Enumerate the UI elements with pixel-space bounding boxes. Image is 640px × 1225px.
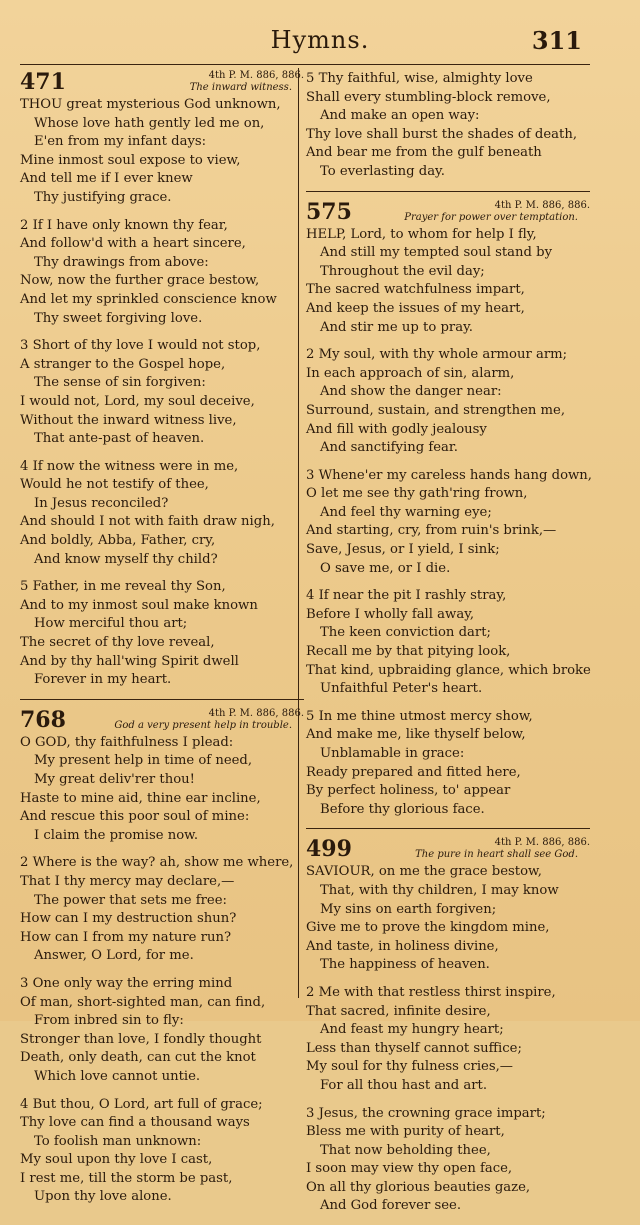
verse-line: And stir me up to pray. [320,319,473,335]
verse-line: And bear me from the gulf beneath [306,145,542,161]
page-header [0,22,640,62]
verse-line: And tell me if I ever knew [20,171,193,187]
hymn-471 [20,70,304,690]
verse-1 [20,734,304,846]
verse-line: For all thou hast and art. [320,1077,488,1093]
verse-line: O let me see thy gath'ring frown, [306,486,528,502]
verse-line: How can I my destruction shun? [20,911,237,927]
verse-line: My soul for thy fulness cries,— [306,1059,513,1075]
verse-1 [306,226,590,338]
verse-line: That ante-past of heaven. [34,431,205,447]
hymn-meter: 4th P. M. 886, 886. [494,837,590,849]
verse-line: And God forever see. [320,1198,462,1214]
verse-line: And feel thy warning eye; [320,504,492,520]
verse-line: Less than thyself cannot suffice; [306,1040,522,1056]
verse-line: From inbred sin to fly: [34,1013,184,1029]
verse-4 [20,458,304,570]
verse-line: 3 Whene'er my careless hands hang down, [306,467,592,483]
left-column [20,70,304,1216]
verse-line: And follow'd with a heart sincere, [20,236,246,252]
verse-line: By perfect holiness, to' appear [306,783,511,799]
hymn-title: The inward witness. [189,82,292,93]
verse-line: Before thy glorious face. [320,801,485,817]
verse-line: And fill with godly jealousy [306,421,487,437]
header-rule [20,64,590,65]
verse-line: And should I not with faith draw nigh, [20,514,275,530]
verse-line: Mine inmost soul expose to view, [20,152,241,168]
verse-line: Unblamable in grace: [320,746,465,761]
verse-line: Recall me by that pitying look, [306,644,511,660]
verse-line: I soon may view thy open face, [306,1161,513,1177]
verse-line: The happiness of heaven. [320,957,490,973]
verse-line: Thy sweet forgiving love. [34,310,203,326]
verse-line: Ready prepared and fitted here, [306,764,521,780]
verse-line: And keep the issues of my heart, [306,300,525,316]
verse-line: And show the danger near: [320,384,502,400]
verse-line: 4 If near the pit I rashly stray, [306,588,507,604]
verse-line: E'en from my infant days: [34,134,207,150]
hymn-meter: 4th P. M. 886, 886. [208,70,304,81]
verse-line: And make an open way: [320,108,480,124]
verse-line: Now, now the further grace bestow, [20,273,260,289]
verse-3 [20,975,304,1087]
verse-line: And make me, like thyself below, [306,727,526,743]
hymn-title: Prayer for power over temptation. [404,211,578,223]
verse-line: To everlasting day. [320,163,445,179]
verse-4 [306,587,590,699]
hymn-title: God a very present help in trouble. [114,719,292,731]
verse-line: 4 If now the witness were in me, [20,458,239,474]
hymn-number: 471 [20,69,66,95]
verse-1 [306,863,590,975]
page-number: 311 [531,26,582,55]
verse-line: How can I from my nature run? [20,929,232,945]
verse-line: Of man, short-sighted man, can find, [20,994,266,1010]
verse-line: 4 But thou, O Lord, art full of grace; [20,1096,263,1112]
verse-line: Save, Jesus, or I yield, I sink; [306,542,500,558]
verse-line: And by thy hall'wing Spirit dwell [20,653,239,669]
verse-line: My sins on earth forgiven; [320,901,497,917]
verse-line: And still my tempted soul stand by [320,245,553,261]
verse-line: That I thy mercy may declare,— [20,873,235,889]
verse-line: THOU great mysterious God unknown, [20,97,281,112]
verse-line: Shall every stumbling-block remove, [306,89,551,105]
verse-line: And let my sprinkled conscience know [20,291,277,307]
verse-line: Answer, O Lord, for me. [34,948,194,964]
verse-line: To foolish man unknown: [34,1133,202,1149]
verse-line: The secret of thy love reveal, [20,635,215,651]
verse-line: Unfaithful Peter's heart. [320,681,483,697]
verse-line: 5 In me thine utmost mercy show, [306,708,533,724]
verse-line: HELP, Lord, to whom for help I fly, [306,226,537,242]
right-column [306,70,590,1225]
verse-line: And feast my hungry heart; [320,1022,504,1038]
verse-line: A stranger to the Gospel hope, [20,356,226,372]
verse-5 [20,578,304,690]
verse-1 [20,96,304,208]
hymn-768 [20,708,304,1207]
verse-line: Before I wholly fall away, [306,606,475,622]
verse-3 [306,467,590,579]
verse-line: And to my inmost soul make known [20,597,258,613]
hymn-meter: 4th P. M. 886, 886. [494,199,590,211]
verse-line: And boldly, Abba, Father, cry, [20,533,216,549]
verse-line: And know myself thy child? [34,551,218,567]
verse-line: Throughout the evil day; [320,263,485,279]
hymn-499 [306,837,590,1216]
verse-4 [20,1096,304,1208]
verse-line: On all thy glorious beauties gaze, [306,1179,531,1195]
hymn-number: 499 [306,836,352,863]
verse-line: And starting, cry, from ruin's brink,— [306,523,557,539]
verse-line: Without the inward witness live, [20,412,237,428]
hymn-separator [306,191,590,192]
verse-line: O GOD, thy faithfulness I plead: [20,734,234,750]
verse-line: In Jesus reconciled? [34,495,169,511]
verse-line: SAVIOUR, on me the grace bestow, [306,864,542,880]
verse-3 [20,337,304,449]
verse-line: My soul upon thy love I cast, [20,1152,213,1168]
verse-line: In each approach of sin, alarm, [306,365,515,381]
verse-line: And sanctifying fear. [320,440,458,456]
verse-line: The sacred watchfulness impart, [306,282,525,298]
verse-3 [306,1105,590,1217]
verse-line: 2 If I have only known thy fear, [20,217,228,233]
hymn-separator [20,699,304,700]
verse-line: Whose love hath gently led me on, [34,115,265,131]
verse-line: 5 Thy faithful, wise, almighty love [306,71,533,86]
hymn-number: 575 [306,198,352,225]
verse-line: Give me to prove the kingdom mine, [306,920,550,936]
verse-2 [306,346,590,458]
verse-line: My great deliv'rer thou! [34,772,195,787]
verse-2 [306,984,590,1096]
verse-line: And rescue this poor soul of mine: [20,809,250,825]
verse-line: That now beholding thee, [320,1142,491,1158]
verse-line: Upon thy love alone. [34,1189,172,1205]
verse-line: The power that sets me free: [34,892,227,908]
hymn-meter: 4th P. M. 886, 886. [208,707,304,719]
verse-line: 3 One only way the erring mind [20,975,233,991]
verse-line: 2 Me with that restless thirst inspire, [306,984,556,1000]
verse-line: O save me, or I die. [320,560,451,576]
verse-2 [20,854,304,966]
verse-line: Thy love can find a thousand ways [20,1115,250,1131]
hymn-575 [306,200,590,820]
hymn-title: The pure in heart shall see God. [415,849,578,861]
verse-line: The keen conviction dart; [320,625,491,641]
verse-line: 5 Father, in me reveal thy Son, [20,579,226,595]
verse-line: Surround, sustain, and strengthen me, [306,402,566,418]
verse-line: Would he not testify of thee, [20,477,209,493]
verse-line: Thy drawings from above: [34,254,209,270]
verse-line: Death, only death, can cut the knot [20,1050,256,1066]
verse-line: I claim the promise now. [34,827,199,843]
verse-line: I would not, Lord, my soul deceive, [20,393,255,409]
verse-line: That, with thy children, I may know [320,882,559,898]
verse-line: 2 Where is the way? ah, show me where, [20,855,294,871]
verse-5 [306,708,590,820]
verse-2 [20,217,304,329]
verse-line: Bless me with purity of heart, [306,1124,505,1140]
hymn-471-continued [306,70,590,182]
verse-line: How merciful thou art; [34,616,188,632]
verse-line: And taste, in holiness divine, [306,938,499,954]
hymn-separator [306,828,590,829]
verse-line: I rest me, till the storm be past, [20,1170,233,1186]
verse-line: My present help in time of need, [34,753,253,769]
page-title: Hymns. [270,26,370,54]
verse-line: Thy love shall burst the shades of death, [306,126,578,142]
verse-line: That sacred, infinite desire, [306,1003,491,1019]
verse-line: 3 Jesus, the crowning grace impart; [306,1105,546,1121]
verse-line: 2 My soul, with thy whole armour arm; [306,347,568,363]
verse-line: Which love cannot untie. [34,1068,201,1084]
verse-line: 3 Short of thy love I would not stop, [20,338,261,354]
verse-line: Haste to mine aid, thine ear incline, [20,790,261,806]
verse-line: The sense of sin forgiven: [34,375,206,391]
verse-line: Thy justifying grace. [34,189,172,205]
verse-line: Stronger than love, I fondly thought [20,1031,262,1047]
hymn-number: 768 [20,706,66,733]
verse-line: Forever in my heart. [34,672,172,688]
verse-line: That kind, upbraiding glance, which broke [306,662,591,678]
